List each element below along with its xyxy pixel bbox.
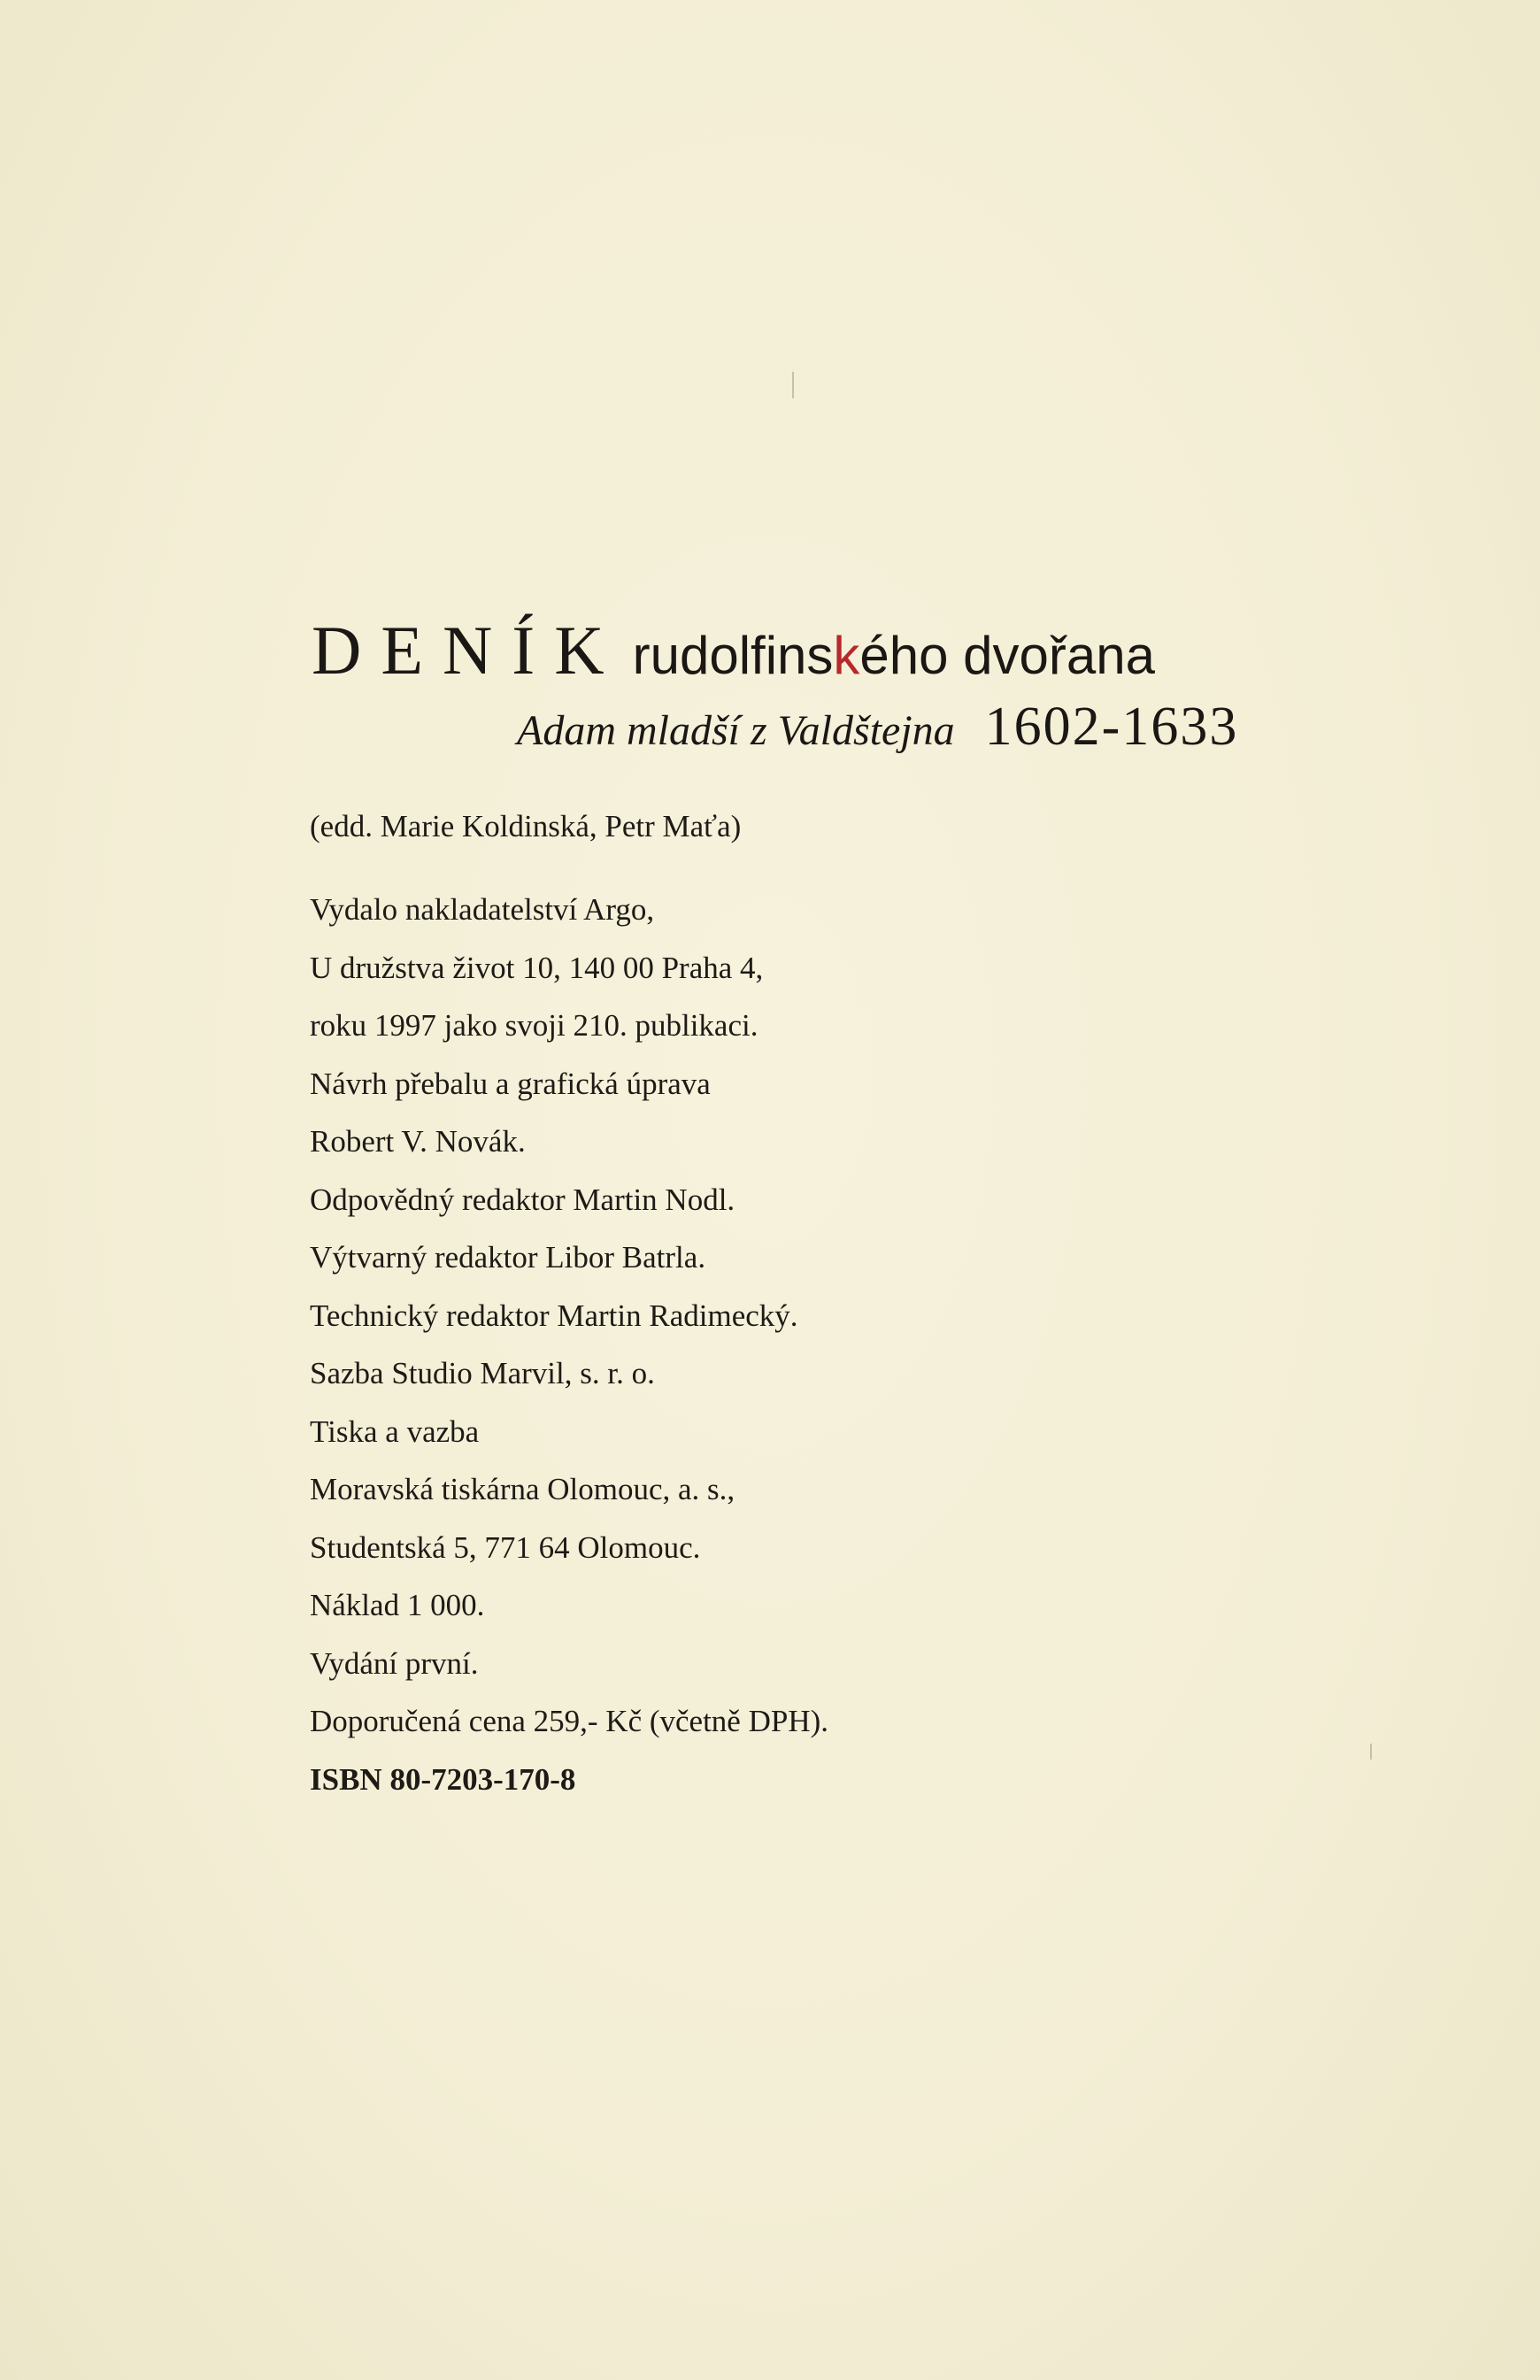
subtitle-part-2: ého dvořana [859, 626, 1156, 685]
book-title: DENÍK [312, 612, 624, 689]
paper-fleck [792, 372, 794, 398]
colophon-line: Robert V. Novák. [310, 1124, 526, 1159]
colophon-line: Tiska a vazba [310, 1413, 480, 1449]
colophon-line: Náklad 1 000. [310, 1588, 485, 1622]
colophon-line: Doporučená cena 259,- Kč (včetně DPH). [310, 1704, 829, 1738]
author-name: Adam mladší z Valdštejna [517, 707, 955, 754]
editors: (edd. Marie Koldinská, Petr Maťa) [310, 809, 742, 843]
author-line [517, 696, 1238, 759]
subtitle-red-letter: k [833, 626, 860, 685]
years: 1602-1633 [984, 697, 1239, 757]
colophon-line: Vydání první. [310, 1645, 479, 1681]
colophon-line: Studentská 5, 771 64 Olomouc. [310, 1529, 701, 1565]
colophon-line: Odpovědný redaktor Martin Nodl. [310, 1182, 735, 1217]
isbn: ISBN 80-7203-170-8 [310, 1761, 576, 1797]
colophon-line: Návrh přebalu a grafická úprava [310, 1066, 711, 1101]
colophon-line: Sazba Studio Marvil, s. r. o. [310, 1356, 655, 1390]
colophon-line: Výtvarný redaktor Libor Batrla. [310, 1240, 706, 1275]
paper-fleck [1370, 1744, 1372, 1760]
title-line [312, 611, 1155, 690]
colophon-line: U družstva život 10, 140 00 Praha 4, [310, 950, 764, 985]
colophon-line: Vydalo nakladatelství Argo, [310, 892, 655, 927]
colophon-line: roku 1997 jako svoji 210. publikaci. [310, 1008, 758, 1043]
subtitle-part-1: rudolfins [632, 626, 834, 685]
book-subtitle [633, 626, 1155, 685]
colophon-line: Technický redaktor Martin Radimecký. [310, 1298, 798, 1333]
colophon [310, 807, 1283, 1818]
colophon-line: Moravská tiskárna Olomouc, a. s., [310, 1472, 735, 1506]
